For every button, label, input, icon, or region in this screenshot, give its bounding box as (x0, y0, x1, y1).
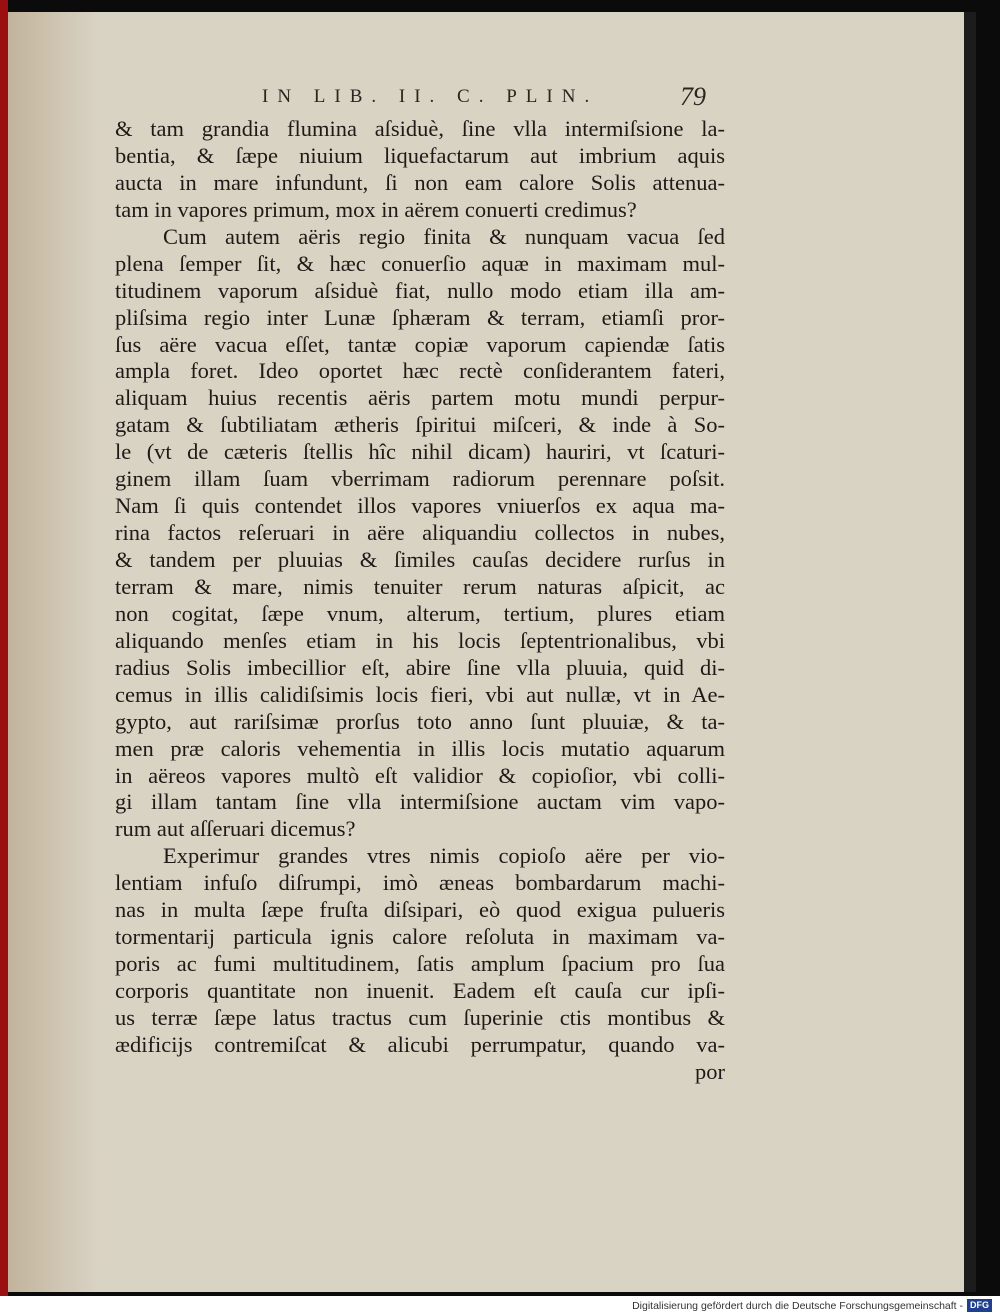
page-gutter-shadow (8, 12, 98, 1292)
text-line: aucta in mare infundunt, ſi non eam calore Solis attenua- (115, 169, 725, 195)
text-line: rum aut aſſeruari dicemus? (115, 816, 356, 842)
text-line: ædificijs contremiſcat & alicubi perrumpatur, quando va- (115, 1031, 725, 1057)
text-line: poris ac fumi multitudinem, ſatis amplum ſpacium pro ſua (115, 951, 725, 977)
page-right-edge (964, 12, 976, 1292)
text-line: in aëreos vapores multò eſt validior & copioſior, vbi colli- (115, 762, 725, 788)
text-line: plena ſemper ſit, & hæc conuerſio aquæ in maximam mul- (115, 250, 725, 276)
text-line: non cogitat, ſæpe vnum, alterum, tertium, plures etiam (115, 600, 725, 626)
page-header (262, 82, 722, 112)
text-line: ſus aëre vacua eſſet, tantæ copiæ vaporum capiendæ ſatis (115, 331, 725, 357)
catchword: por (695, 1058, 725, 1084)
text-line: Experimur grandes vtres nimis copioſo aëre per vio- (163, 843, 725, 869)
text-line: rina factos reſeruari in aëre aliquandiu collectos in nubes, (115, 520, 725, 546)
text-line: us terræ ſæpe latus tractus cum ſuperinie ctis montibus & (115, 1004, 725, 1030)
text-line: radius Solis imbecillior eſt, abire ſine vlla pluuia, quid di- (115, 654, 725, 680)
running-head: IN LIB. II. C. PLIN. (262, 86, 599, 107)
text-line: corporis quantitate non inuenit. Eadem eſt cauſa cur ipſi- (115, 978, 725, 1003)
text-line: titudinem vaporum aſsiduè fiat, nullo modo etiam illa am- (115, 277, 725, 303)
page-number: 79 (680, 82, 706, 111)
text-line: ampla foret. Ideo oportet hæc rectè conſiderantem fateri, (115, 358, 725, 384)
body-text (115, 116, 725, 1086)
scan-edge-strip (0, 0, 8, 1296)
digitization-credit (632, 1299, 992, 1312)
text-line: gatam & ſubtiliatam ætheris ſpiritui miſceri, & inde à So- (115, 412, 725, 438)
text-line: tormentarij particula ignis calore reſoluta in maximam va- (115, 924, 725, 950)
text-line: gypto, aut rariſsimæ prorſus toto anno ſunt pluuiæ, & ta- (115, 708, 725, 734)
text-line: Cum autem aëris regio finita & nunquam vacua ſed (163, 223, 725, 249)
text-line: cemus in illis calidiſsimis locis fieri, vbi aut nullæ, vt in Ae- (115, 681, 725, 707)
text-line: aliquando menſes etiam in his locis ſeptentrionalibus, vbi (115, 627, 725, 653)
text-line: bentia, & ſæpe niuium liquefactarum aut imbrium aquis (115, 142, 725, 168)
text-line: gi illam tantam ſine vlla intermiſsione auctam vim vapo- (115, 789, 725, 815)
text-line: ginem illam ſuam vberrimam radiorum perennare poſsit. (115, 466, 725, 492)
dfg-logo: DFG (967, 1299, 992, 1312)
text-line: Nam ſi quis contendet illos vapores vniuerſos ex aqua ma- (115, 493, 725, 519)
text-line: le (vt de cæteris ſtellis hîc nihil dicam) hauriri, vt ſcaturi- (115, 439, 725, 465)
text-line: men præ caloris vehementia in illis locis mutatio aquarum (115, 735, 725, 761)
text-line: & tandem per pluuias & ſimiles cauſas decidere rurſus in (115, 547, 725, 572)
text-line: nas in multa ſæpe fruſta diſsipari, eò quod exigua pulueris (115, 897, 725, 923)
text-line: lentiam infuſo diſrumpi, imò æneas bombardarum machi- (115, 870, 725, 896)
credit-text: Digitalisierung gefördert durch die Deutsche Forschungsgemeinschaft - (632, 1299, 963, 1312)
text-line: & tam grandia flumina aſsiduè, ſine vlla intermiſsione la- (115, 116, 725, 141)
text-line: terram & mare, nimis tenuiter rerum naturas aſpicit, ac (115, 573, 725, 599)
text-line: pliſsima regio inter Lunæ ſphæram & terram, etiamſi pror- (115, 304, 725, 330)
text-line: tam in vapores primum, mox in aërem conuerti credimus? (115, 196, 637, 222)
text-line: aliquam huius recentis aëris partem motu mundi perpur- (115, 385, 725, 411)
